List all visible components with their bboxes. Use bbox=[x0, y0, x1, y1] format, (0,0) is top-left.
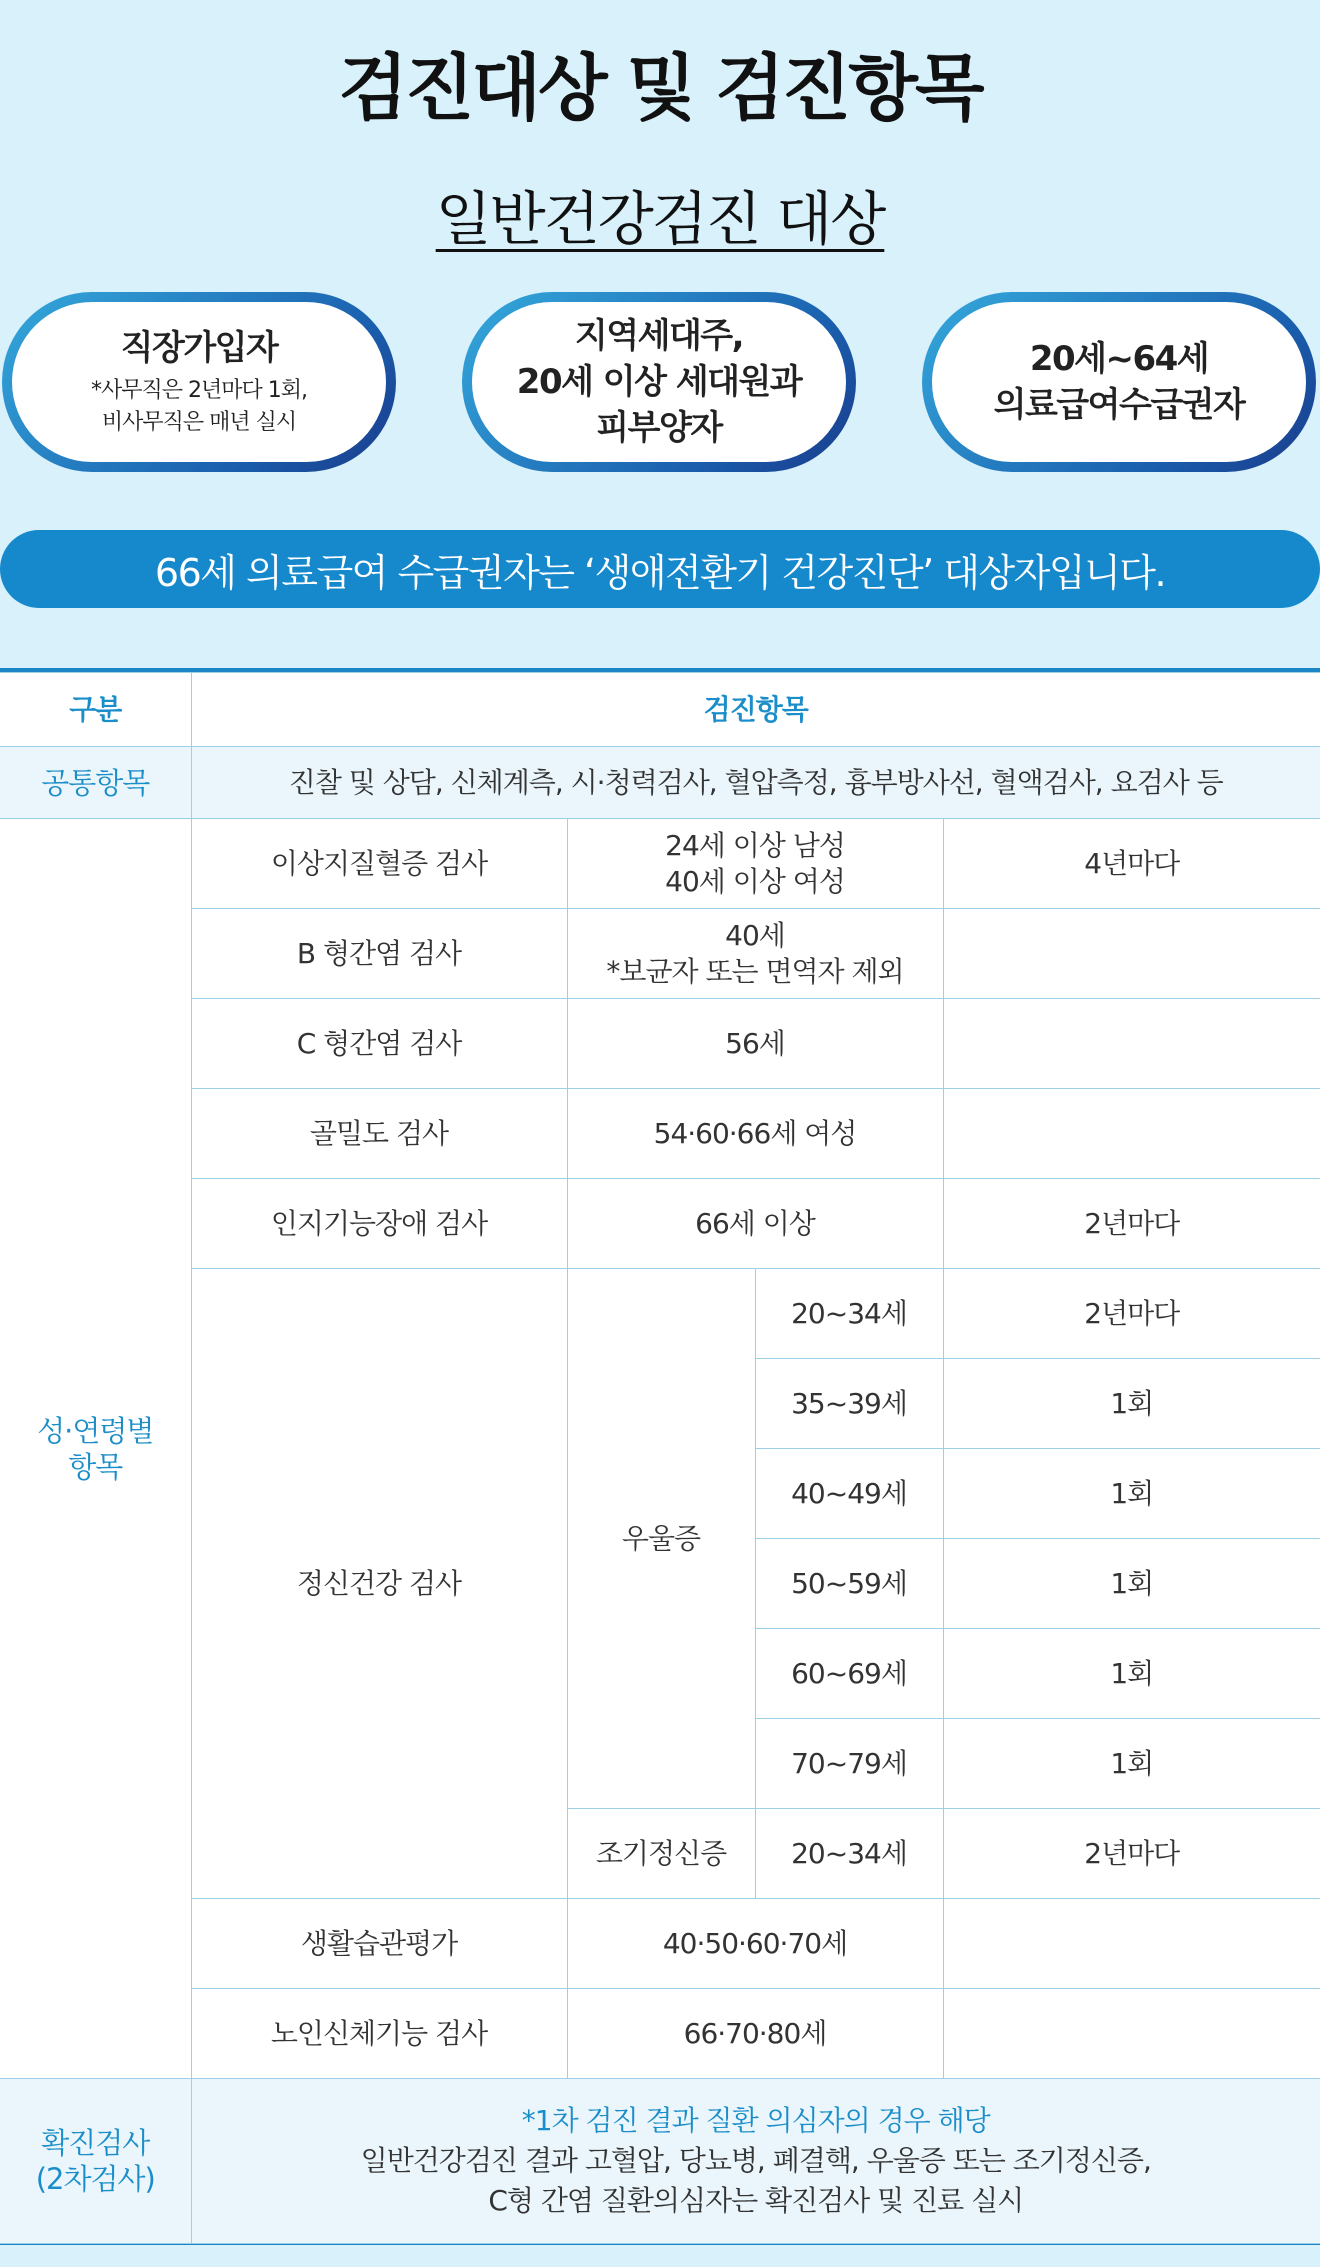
exam-target: 24세 이상 남성 40세 이상 여성 bbox=[567, 819, 943, 909]
table-row-confirm bbox=[0, 2079, 1320, 2244]
exam-target: 40·50·60·70세 bbox=[567, 1899, 943, 1989]
exam-frequency bbox=[943, 1899, 1320, 1989]
exam-frequency bbox=[943, 1989, 1320, 2079]
page-title: 검진대상 및 검진항목 bbox=[338, 46, 982, 130]
exam-target: 66세 이상 bbox=[567, 1179, 943, 1269]
exam-target: 40세 *보균자 또는 면역자 제외 bbox=[567, 909, 943, 999]
age-range: 60~69세 bbox=[755, 1629, 943, 1719]
exam-item: 인지기능장애 검사 bbox=[191, 1179, 567, 1269]
exam-frequency bbox=[943, 1089, 1320, 1179]
target-card-title: 20세~64세 bbox=[1029, 339, 1209, 379]
exam-item: C 형간염 검사 bbox=[191, 999, 567, 1089]
target-card-title: 의료급여수급권자 bbox=[993, 385, 1245, 425]
exam-item: 골밀도 검사 bbox=[191, 1089, 567, 1179]
age-range: 20~34세 bbox=[755, 1269, 943, 1359]
exam-frequency: 2년마다 bbox=[943, 1809, 1320, 1899]
target-card-title: 지역세대주, bbox=[574, 316, 744, 356]
exam-frequency: 1회 bbox=[943, 1359, 1320, 1449]
category-gender-age: 성·연령별 항목 bbox=[0, 819, 191, 2079]
exam-frequency: 1회 bbox=[943, 1539, 1320, 1629]
common-items: 진찰 및 상담, 신체계측, 시·청력검사, 혈압측정, 흉부방사선, 혈액검사, 요검사 등 bbox=[191, 747, 1320, 819]
age-range: 50~59세 bbox=[755, 1539, 943, 1629]
section-subtitle: 일반건강검진 대상 bbox=[435, 185, 885, 253]
table-row bbox=[0, 1179, 1320, 1269]
target-card-employee bbox=[2, 292, 396, 472]
early-psychosis-label: 조기정신증 bbox=[567, 1809, 755, 1899]
confirm-description: *1차 검진 결과 질환 의심자의 경우 해당 일반건강검진 결과 고혈압, 당뇨병, 폐결핵, 우울증 또는 조기정신증, C형 간염 질환의심자는 확진검사 및 진료 실시 bbox=[191, 2079, 1320, 2244]
confirm-note: *1차 검진 결과 질환 의심자의 경우 해당 bbox=[521, 2104, 990, 2137]
exam-item: 이상지질혈증 검사 bbox=[191, 819, 567, 909]
table-row bbox=[0, 1089, 1320, 1179]
exam-item-mental: 정신건강 검사 bbox=[191, 1269, 567, 1899]
exam-target: 66·70·80세 bbox=[567, 1989, 943, 2079]
exam-target: 56세 bbox=[567, 999, 943, 1089]
table-row bbox=[0, 909, 1320, 999]
table-row bbox=[0, 819, 1320, 909]
age-range: 35~39세 bbox=[755, 1359, 943, 1449]
depression-label: 우울증 bbox=[567, 1269, 755, 1809]
table-row-common bbox=[0, 747, 1320, 819]
exam-item: 생활습관평가 bbox=[191, 1899, 567, 1989]
table-header-row bbox=[0, 673, 1320, 747]
table-row bbox=[0, 1899, 1320, 1989]
exam-frequency: 1회 bbox=[943, 1449, 1320, 1539]
exam-item: B 형간염 검사 bbox=[191, 909, 567, 999]
exam-target: 54·60·66세 여성 bbox=[567, 1089, 943, 1179]
table-row bbox=[0, 999, 1320, 1089]
notice-banner: 66세 의료급여 수급권자는 ‘생애전환기 건강진단’ 대상자입니다. bbox=[0, 530, 1320, 608]
target-card-title: 20세 이상 세대원과 bbox=[516, 362, 802, 402]
target-card-regional bbox=[462, 292, 856, 472]
age-range: 40~49세 bbox=[755, 1449, 943, 1539]
exam-frequency bbox=[943, 999, 1320, 1089]
exam-frequency: 2년마다 bbox=[943, 1179, 1320, 1269]
target-card-note: *사무직은 2년마다 1회, 비사무직은 매년 실시 bbox=[91, 378, 307, 435]
table-row bbox=[0, 1269, 1320, 1359]
exam-item: 노인신체기능 검사 bbox=[191, 1989, 567, 2079]
table-row bbox=[0, 1989, 1320, 2079]
age-range: 20~34세 bbox=[755, 1809, 943, 1899]
age-range: 70~79세 bbox=[755, 1719, 943, 1809]
exam-frequency: 1회 bbox=[943, 1719, 1320, 1809]
exam-frequency: 2년마다 bbox=[943, 1269, 1320, 1359]
exam-table bbox=[0, 668, 1320, 2245]
category-confirm: 확진검사 (2차검사) bbox=[0, 2079, 191, 2244]
exam-frequency bbox=[943, 909, 1320, 999]
target-card-title: 피부양자 bbox=[596, 408, 722, 448]
category-common: 공통항목 bbox=[0, 747, 191, 819]
header-items: 검진항목 bbox=[191, 673, 1320, 747]
target-card-title: 직장가입자 bbox=[120, 328, 278, 368]
exam-frequency: 1회 bbox=[943, 1629, 1320, 1719]
target-card-medical-aid bbox=[922, 292, 1316, 472]
exam-frequency: 4년마다 bbox=[943, 819, 1320, 909]
header-category: 구분 bbox=[0, 673, 191, 747]
